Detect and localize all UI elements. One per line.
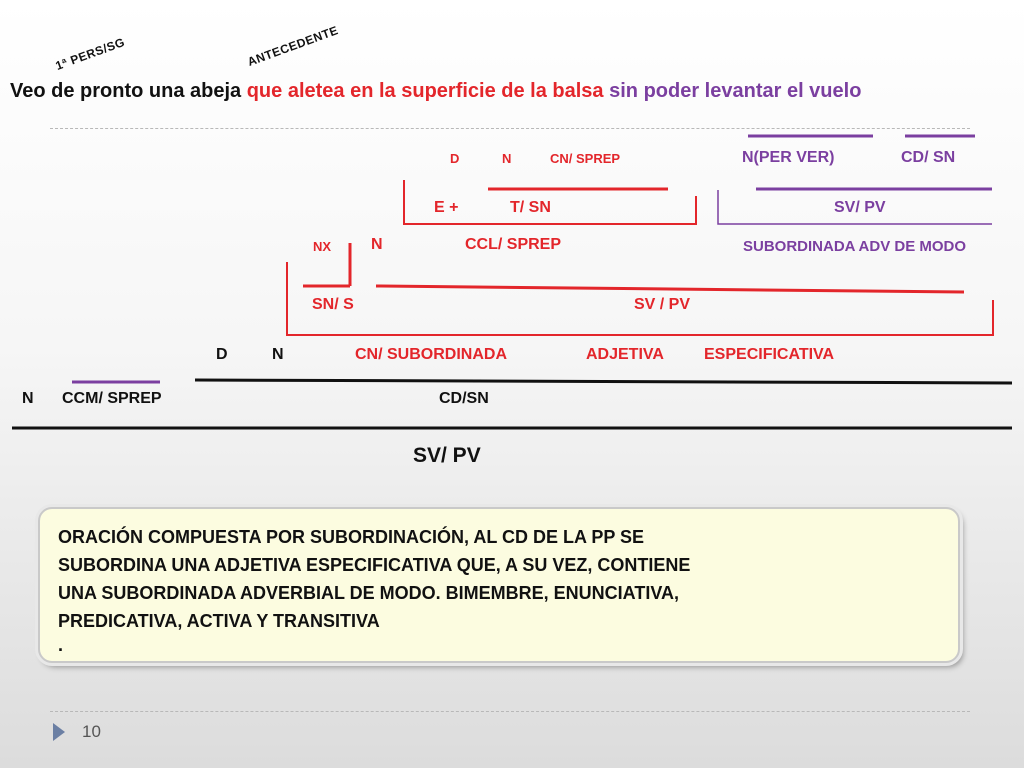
sentence-adverbial-clause: sin poder levantar el vuelo bbox=[609, 80, 862, 102]
label-n-3: N bbox=[371, 236, 383, 253]
label-d-1: D bbox=[450, 151, 460, 166]
sentence-main-clause: Veo de pronto una abeja bbox=[10, 80, 247, 102]
label-sv-pv-root: SV/ PV bbox=[413, 444, 481, 467]
label-especificativa: ESPECIFICATIVA bbox=[704, 346, 835, 363]
play-arrow-icon bbox=[52, 722, 66, 742]
antecedente-annotation: ANTECEDENTE bbox=[245, 23, 341, 69]
label-nx: NX bbox=[313, 239, 332, 254]
label-n-6: N bbox=[22, 390, 34, 407]
label-ccm-sprep: CCM/ SPREP bbox=[62, 390, 162, 407]
summary-text: ORACIÓN COMPUESTA POR SUBORDINACIÓN, AL CD DE LA PP SE SUBORDINA UNA ADJETIVA ESPECIFICATIVA QUE, A SU VEZ, CONTIENE UNA SUBORDINADA ADVERBIAL DE MODO. BIMEMBRE, ENUNCIATIVA, PREDICATIVA, ACTIVA Y TRANSITIVA bbox=[58, 527, 691, 631]
label-sv-pv-sub: SV/ PV bbox=[834, 199, 886, 216]
label-cd-sn: CD/ SN bbox=[901, 149, 956, 166]
page-number: 10 bbox=[82, 722, 101, 741]
label-d-5: D bbox=[216, 346, 228, 363]
bottom-dashed-divider bbox=[50, 711, 970, 712]
label-subordinada-adv: SUBORDINADA ADV DE MODO bbox=[743, 238, 967, 255]
line-sv-pv-rel bbox=[376, 286, 964, 292]
label-e-plus: E + bbox=[434, 199, 459, 216]
label-cd-sn-main: CD/SN bbox=[439, 390, 489, 407]
line-cd-sn-main bbox=[195, 380, 1012, 383]
label-sn-s: SN/ S bbox=[312, 296, 354, 313]
sentence-relative-clause: que aletea en la superficie de la balsa bbox=[246, 80, 610, 102]
persona-annotation: 1ª PERS/SG bbox=[53, 34, 127, 73]
label-n-1: N bbox=[502, 151, 512, 166]
label-cn-sprep: CN/ SPREP bbox=[550, 151, 621, 166]
label-adjetiva: ADJETIVA bbox=[586, 346, 664, 363]
summary-dot: . bbox=[58, 635, 64, 655]
label-ccl-sprep: CCL/ SPREP bbox=[465, 236, 562, 253]
label-t-sn: T/ SN bbox=[510, 199, 551, 216]
label-n-5: N bbox=[272, 346, 284, 363]
label-sv-pv-rel: SV / PV bbox=[634, 296, 691, 313]
label-nperver: N(PER VER) bbox=[742, 149, 835, 166]
summary-box bbox=[38, 507, 960, 663]
label-cn-subordinada: CN/ SUBORDINADA bbox=[355, 346, 507, 363]
